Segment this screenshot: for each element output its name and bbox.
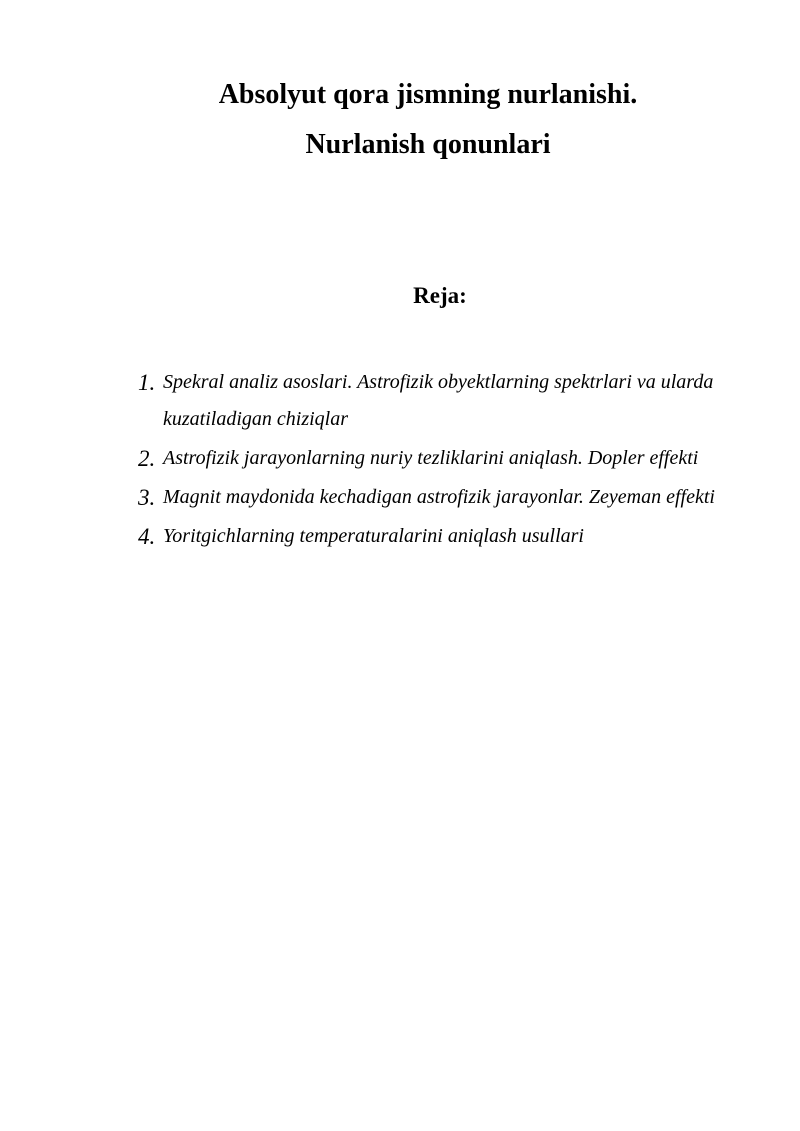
plan-item-text: Yoritgichlarning temperaturalarini aniqlash usullari bbox=[163, 525, 584, 547]
plan-item-text: Spekral analiz asoslari. Astrofizik obyektlarning spektrlari va ularda kuzatiladigan chiziqlar bbox=[163, 371, 714, 430]
plan-item-2 bbox=[134, 440, 754, 477]
plan-item-number: 4. bbox=[138, 524, 156, 549]
plan-item-3 bbox=[134, 479, 754, 516]
plan-item-number: 3. bbox=[138, 485, 156, 510]
document-title-line-1: Absolyut qora jismning nurlanishi. bbox=[218, 79, 638, 110]
plan-heading: Reja: bbox=[413, 283, 467, 308]
plan-item-1 bbox=[134, 364, 754, 438]
plan-item-text: Magnit maydonida kechadigan astrofizik jarayonlar. Zeyeman effekti bbox=[163, 486, 715, 508]
plan-item-4 bbox=[134, 518, 754, 555]
document-title-line-2: Nurlanish qonunlari bbox=[305, 129, 551, 160]
plan-list bbox=[134, 364, 754, 557]
plan-item-text: Astrofizik jarayonlarning nuriy tezliklarini aniqlash. Dopler effekti bbox=[163, 447, 699, 469]
plan-item-number: 1. bbox=[138, 370, 156, 395]
plan-item-number: 2. bbox=[138, 446, 156, 471]
